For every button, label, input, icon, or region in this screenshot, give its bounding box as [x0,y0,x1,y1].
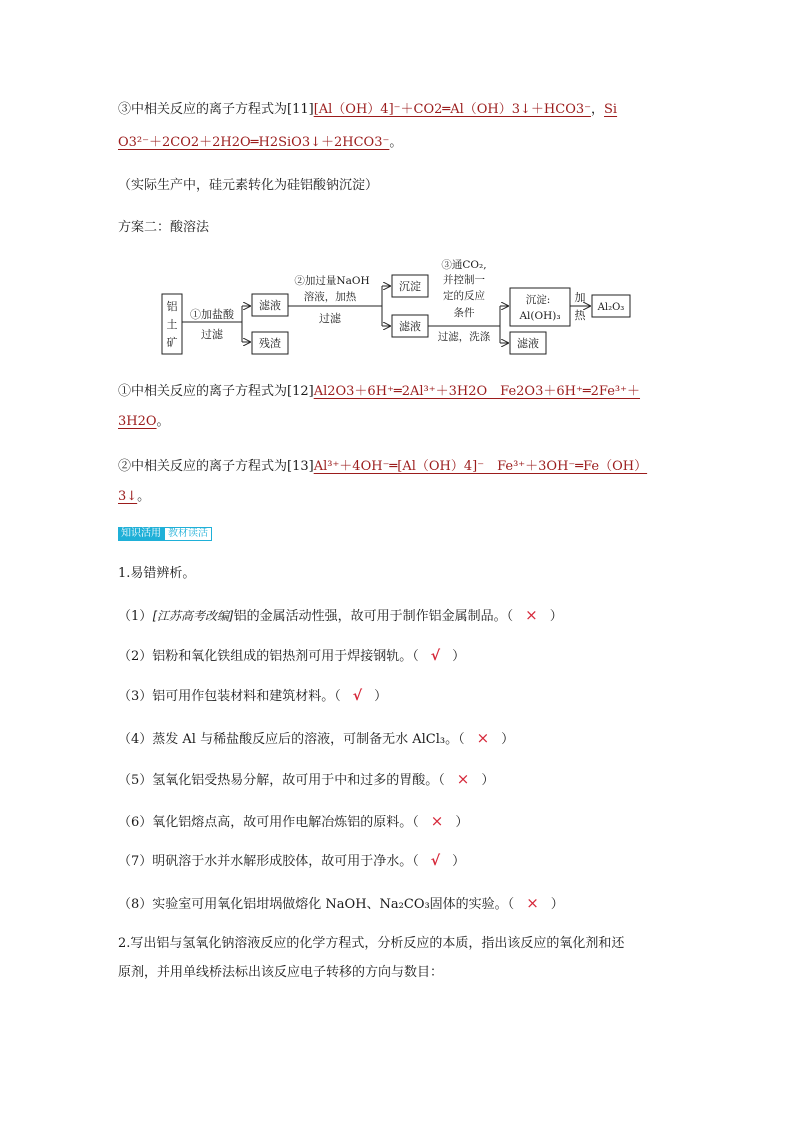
tag-part2: 教材读活 [164,527,212,541]
judgment-5 [118,769,494,791]
filtrate1: 滤液 [259,299,281,312]
q1-answer-2: 3H2O [118,414,157,429]
q3-answer2-a: Si [604,102,618,117]
section-tag [118,527,212,541]
judgment-text: 实验室可用氧化铝坩埚做熔化 NaOH、Na₂CO₃固体的实验。（ [152,897,515,912]
judgment-num: （5） [118,773,153,788]
judgment-num: （3） [118,689,153,704]
correct-mark: √ [430,853,441,869]
judgment-text: 明矾溶于水并水解形成胶体，故可用于净水。（ [152,854,419,869]
step2-bottom: 过滤 [319,312,341,325]
product-precip-1: 沉淀: [525,294,551,306]
judgment-text: 铝的金属活动性强，故可用于制作铝金属制品。（ [233,609,514,624]
q1-line1 [118,382,640,402]
step1-top: ①加盐酸 [190,308,234,321]
ore-char-3: 矿 [166,336,178,349]
q3-prefix: ③中相关反应的离子方程式为[11] [118,102,314,117]
judgment-num: （2） [118,649,153,664]
judgment-7 [118,851,465,872]
judgment-close: ） [455,815,469,830]
judgment-text: 氧化铝熔点高，故可用作电解冶炼铝的原料。（ [152,815,419,830]
judgment-close: ） [452,649,466,664]
tag-part1: 知识活用 [118,527,164,541]
step3-line3: 定的反应 [443,290,485,302]
q2-line1 [118,457,647,477]
q3-answer1: [Al（OH）4]⁻＋CO2═Al（OH）3↓＋HCO3⁻ [313,102,591,117]
judgment-close: ） [549,609,563,624]
q3-suffix: 。 [389,135,403,150]
q2-line2 [118,487,150,507]
wrong-mark: × [456,770,470,788]
section2-line1: 2.写出铝与氢氧化钠溶液反应的化学方程式，分析反应的本质，指出该反应的氧化剂和还 [118,936,625,951]
section1-title: 1.易错辨析。 [118,566,196,581]
note-text: （实际生产中，硅元素转化为硅铝酸钠沉淀） [118,178,379,193]
q1-line2 [118,412,170,432]
correct-mark: √ [352,688,363,704]
step3-line4: 条件 [453,307,475,319]
step1-bottom: 过滤 [201,328,223,341]
wrong-mark: × [476,729,490,747]
judgment-3 [118,686,387,707]
q3-line1 [118,100,617,120]
judgment-text: 铝可用作包装材料和建筑材料。（ [152,689,341,704]
judgment-num: （4） [118,732,153,747]
judgment-1 [118,605,563,627]
step2-top: ②加过量NaOH [294,275,370,287]
step3-bottom: 过滤，洗涤 [437,331,491,343]
judgment-close: ） [550,897,564,912]
final-product: Al₂O₃ [597,302,625,313]
process-flowchart [160,256,640,360]
judgment-num: （8） [118,897,153,912]
q3-answer2-b: O3²⁻＋2CO2＋2H2O═H2SiO3↓＋2HCO3⁻ [118,135,390,150]
step3-line1: ③通CO₂, [441,259,487,271]
correct-mark: √ [430,648,441,664]
filtrate2: 滤液 [399,320,421,333]
wrong-mark: × [526,894,539,912]
judgment-2 [118,646,465,667]
section2-line2: 原剂，并用单线桥法标出该反应电子转移的方向与数目： [118,965,444,980]
q1-prefix: ①中相关反应的离子方程式为[12] [118,384,314,399]
q2-answer-2: 3↓ [118,489,138,504]
wrong-mark: × [525,606,538,624]
heat-2: 热 [574,309,586,322]
judgment-text: 铝粉和氧化铁组成的铝热剂可用于焊接钢轨。（ [152,649,419,664]
filtrate3: 滤液 [517,337,539,350]
product-precip-2: Al(OH)₃ [519,310,561,322]
q3-line2 [118,133,402,153]
judgment-close: ） [452,854,466,869]
step3-line2: 并控制一 [443,274,485,286]
q2-prefix: ②中相关反应的离子方程式为[13] [118,459,314,474]
judgment-num: （1） [118,609,153,624]
judgment-source: [江苏高考改编] [152,609,234,623]
judgment-close: ） [501,732,515,747]
judgment-close: ） [374,689,388,704]
wrong-mark: × [430,812,444,830]
precipitate: 沉淀 [399,280,421,293]
heat-1: 加 [574,291,586,304]
q3-sep: ， [591,102,605,117]
judgment-num: （7） [118,854,153,869]
judgment-6 [118,811,468,833]
step2-mid: 溶液，加热 [303,291,357,303]
ore-char-2: 土 [166,318,178,331]
judgment-4 [118,728,514,750]
judgment-text: 氢氧化铝受热易分解，故可用于中和过多的胃酸。（ [152,773,445,788]
ore-char-1: 铝 [166,300,178,313]
q1-suffix: 。 [156,414,170,429]
scheme-title: 方案二：酸溶法 [118,220,210,235]
residue: 残渣 [259,337,281,350]
q2-suffix: 。 [137,489,151,504]
judgment-8 [118,893,564,915]
q2-answer-1: Al³⁺＋4OH⁻═[Al（OH）4]⁻ Fe³⁺＋3OH⁻═Fe（OH） [313,459,648,474]
judgment-text: 蒸发 Al 与稀盐酸反应后的溶液，可制备无水 AlCl₃。（ [152,732,465,747]
q1-answer-1: Al2O3＋6H⁺═2Al³⁺＋3H2O Fe2O3＋6H⁺═2Fe³⁺＋ [313,384,641,399]
judgment-close: ） [481,773,495,788]
judgment-num: （6） [118,815,153,830]
